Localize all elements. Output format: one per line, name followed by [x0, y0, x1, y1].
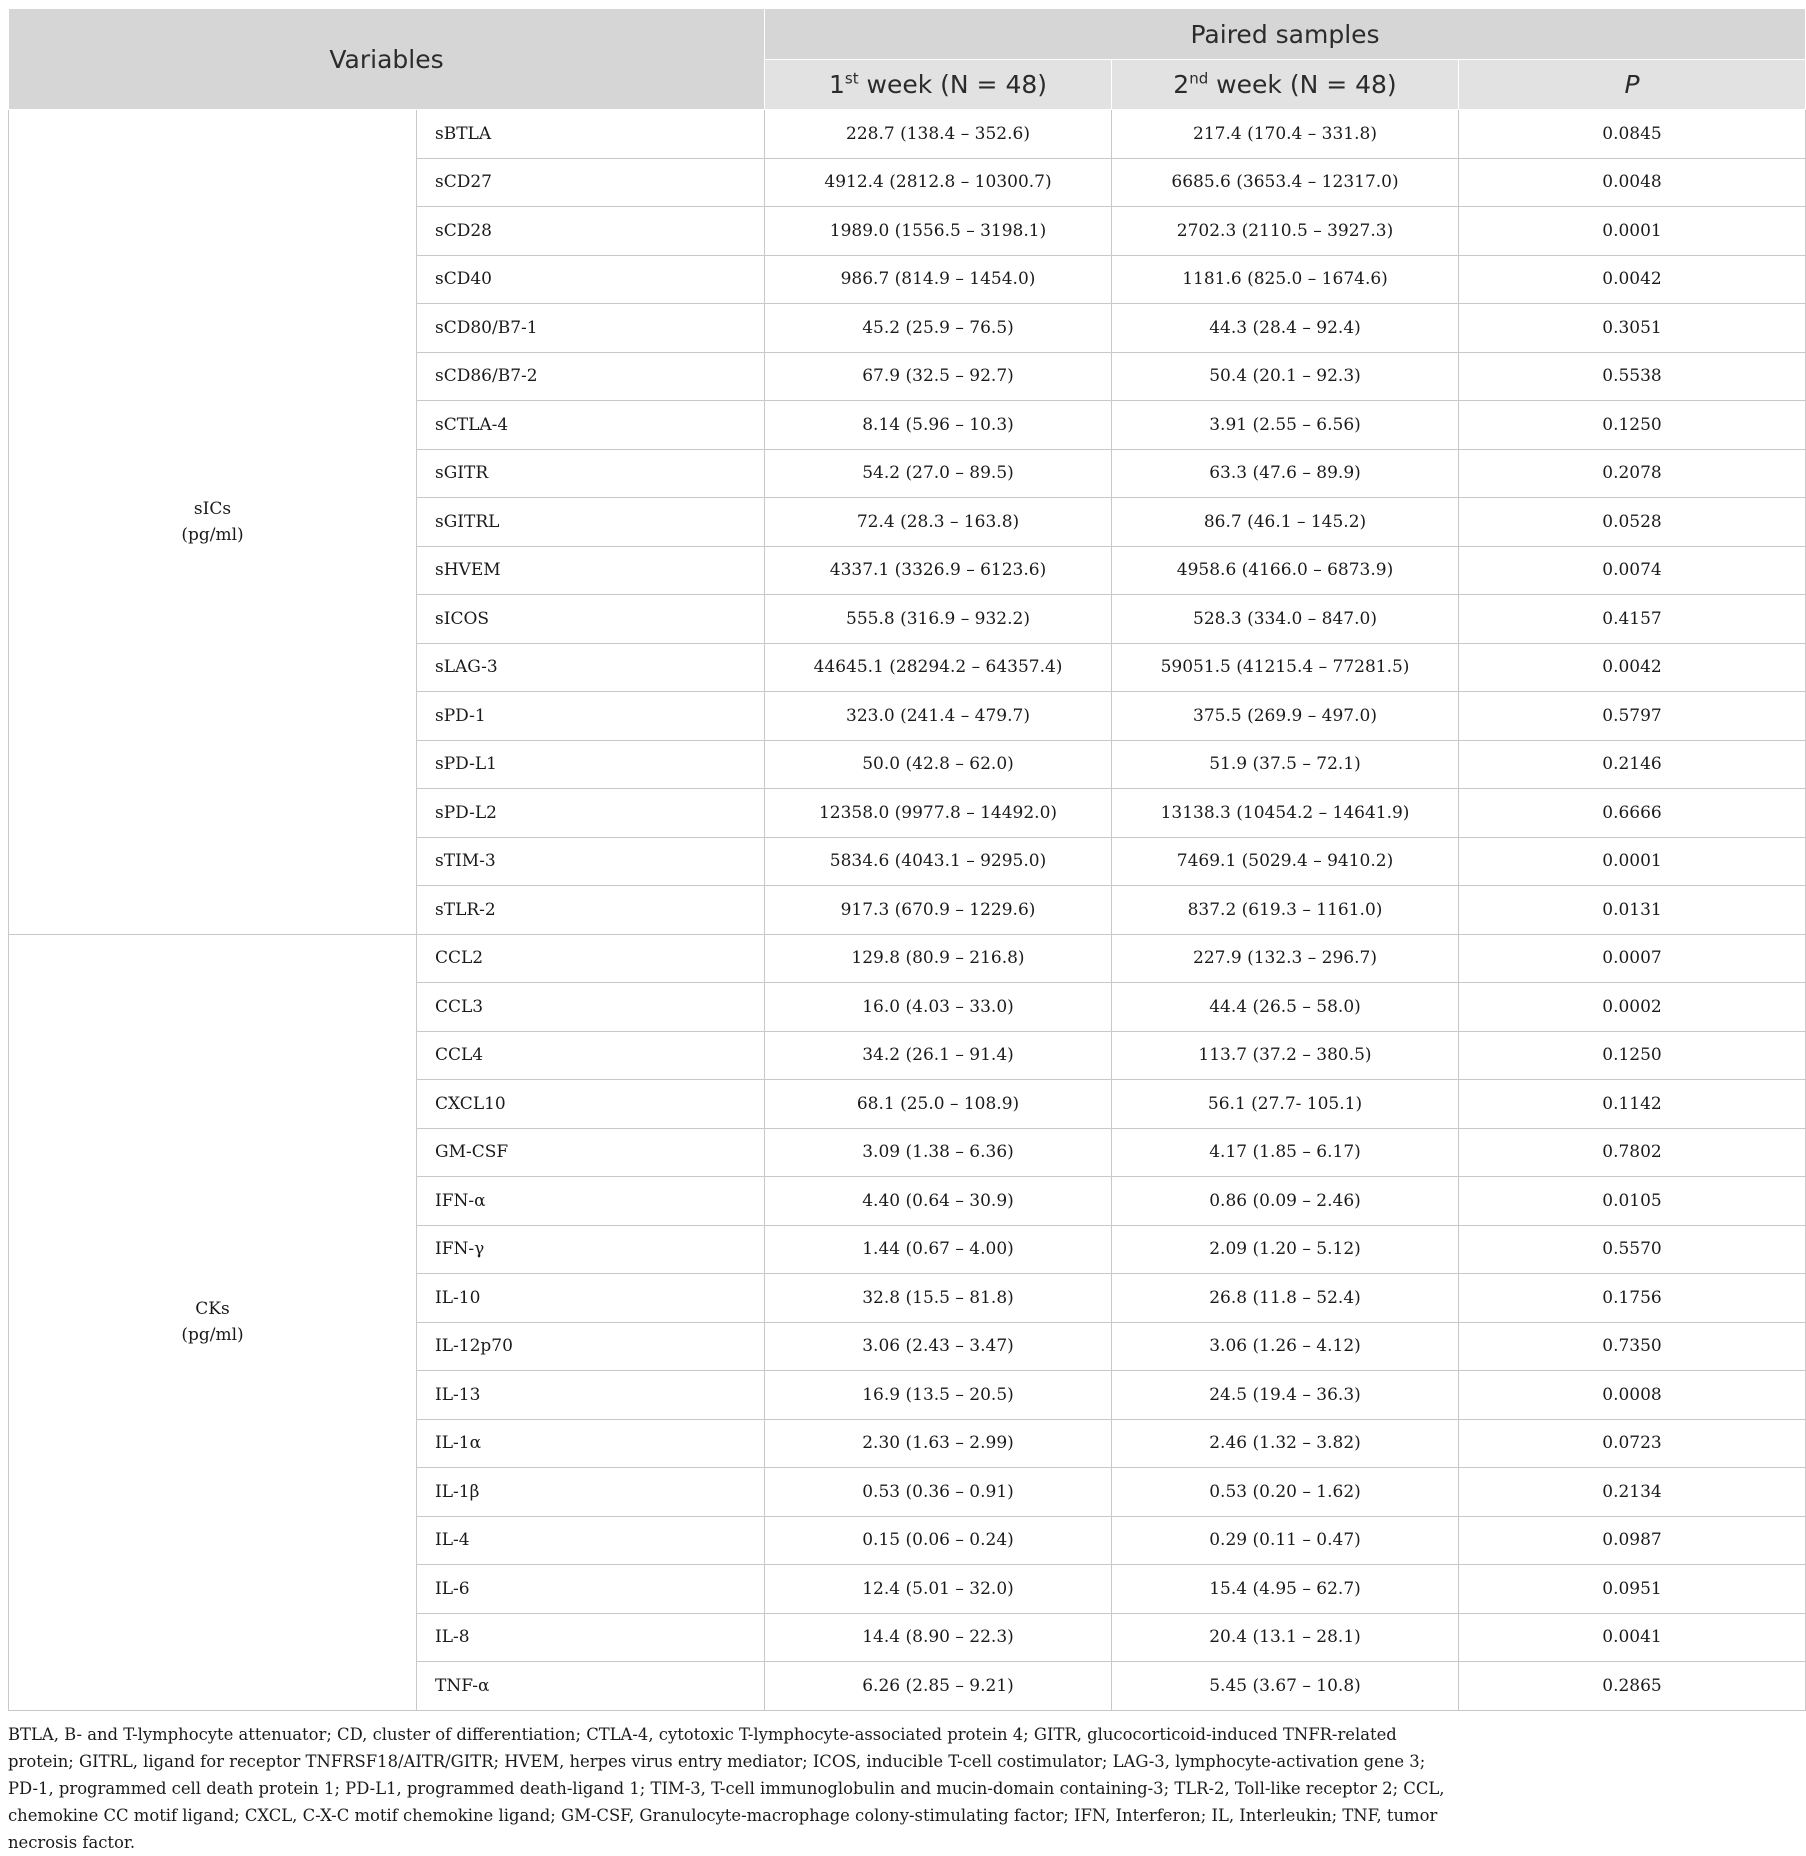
- p-value-cell: 0.1250: [1459, 401, 1806, 450]
- variable-cell: IL-4: [417, 1516, 765, 1565]
- week2-cell: 51.9 (37.5 – 72.1): [1112, 740, 1459, 789]
- p-value-cell: 0.0131: [1459, 886, 1806, 935]
- table-row: [9, 934, 1806, 983]
- week2-cell: 44.4 (26.5 – 58.0): [1112, 983, 1459, 1032]
- variable-cell: sCD27: [417, 158, 765, 207]
- week2-cell: 837.2 (619.3 – 1161.0): [1112, 886, 1459, 935]
- week1-cell: 50.0 (42.8 – 62.0): [765, 740, 1112, 789]
- variable-cell: sCD80/B7-1: [417, 304, 765, 353]
- week1-cell: 67.9 (32.5 – 92.7): [765, 352, 1112, 401]
- paired-samples-header: Paired samples: [765, 9, 1806, 60]
- week1-cell: 68.1 (25.0 – 108.9): [765, 1080, 1112, 1129]
- week1-rest: week (N = 48): [858, 70, 1048, 99]
- week2-cell: 44.3 (28.4 – 92.4): [1112, 304, 1459, 353]
- week1-cell: 4912.4 (2812.8 – 10300.7): [765, 158, 1112, 207]
- week2-num: 2: [1173, 70, 1190, 99]
- variable-cell: sICOS: [417, 595, 765, 644]
- week1-cell: 54.2 (27.0 – 89.5): [765, 449, 1112, 498]
- week2-cell: 1181.6 (825.0 – 1674.6): [1112, 255, 1459, 304]
- p-value-cell: 0.0048: [1459, 158, 1806, 207]
- variables-header: Variables: [9, 9, 765, 110]
- week2-cell: 6685.6 (3653.4 – 12317.0): [1112, 158, 1459, 207]
- week2-cell: 26.8 (11.8 – 52.4): [1112, 1274, 1459, 1323]
- week2-cell: 4958.6 (4166.0 – 6873.9): [1112, 546, 1459, 595]
- group-unit: (pg/ml): [181, 1325, 244, 1345]
- week2-cell: 86.7 (46.1 – 145.2): [1112, 498, 1459, 547]
- week2-rest: week (N = 48): [1208, 70, 1397, 99]
- p-value-cell: 0.0042: [1459, 255, 1806, 304]
- week2-cell: 7469.1 (5029.4 – 9410.2): [1112, 837, 1459, 886]
- variable-cell: sPD-L2: [417, 789, 765, 838]
- p-value-cell: 0.1250: [1459, 1031, 1806, 1080]
- week1-cell: 8.14 (5.96 – 10.3): [765, 401, 1112, 450]
- week1-cell: 72.4 (28.3 – 163.8): [765, 498, 1112, 547]
- week1-cell: 5834.6 (4043.1 – 9295.0): [765, 837, 1112, 886]
- week1-cell: 6.26 (2.85 – 9.21): [765, 1662, 1112, 1711]
- p-value-cell: 0.2134: [1459, 1468, 1806, 1517]
- week1-cell: 4.40 (0.64 – 30.9): [765, 1177, 1112, 1226]
- week2-cell: 0.86 (0.09 – 2.46): [1112, 1177, 1459, 1226]
- week1-cell: 32.8 (15.5 – 81.8): [765, 1274, 1112, 1323]
- week1-cell: 34.2 (26.1 – 91.4): [765, 1031, 1112, 1080]
- variable-cell: IL-1α: [417, 1419, 765, 1468]
- week1-cell: 16.0 (4.03 – 33.0): [765, 983, 1112, 1032]
- p-value-cell: 0.5570: [1459, 1225, 1806, 1274]
- week2-cell: 5.45 (3.67 – 10.8): [1112, 1662, 1459, 1711]
- variable-cell: sBTLA: [417, 110, 765, 159]
- week1-cell: 323.0 (241.4 – 479.7): [765, 692, 1112, 741]
- group-label: [9, 934, 417, 1710]
- week1-cell: 228.7 (138.4 – 352.6): [765, 110, 1112, 159]
- week1-sup: st: [844, 69, 859, 88]
- p-value-cell: 0.0007: [1459, 934, 1806, 983]
- table-body: [9, 110, 1806, 1711]
- week2-header: [1112, 60, 1459, 110]
- p-value-cell: 0.0074: [1459, 546, 1806, 595]
- week1-cell: 2.30 (1.63 – 2.99): [765, 1419, 1112, 1468]
- week1-cell: 12.4 (5.01 – 32.0): [765, 1565, 1112, 1614]
- p-value-cell: 0.0105: [1459, 1177, 1806, 1226]
- p-value-cell: 0.0008: [1459, 1371, 1806, 1420]
- data-table: [8, 8, 1806, 1711]
- footnote: BTLA, B- and T-lymphocyte attenuator; CD, cluster of differentiation; CTLA-4, cytotoxic T-lymphocyte-associated protein 4; GITR, glucocorticoid-induced TNFR-related protein; GITRL, ligand for receptor TNFRSF18/AITR/GITR; HVEM, herpes virus entry mediator; ICOS, inducible T-cell costimulator; LAG-3, lymphocyte-activation gene 3; PD-1, programmed cell death protein 1; PD-L1, programmed death-ligand 1; TIM-3, T-cell immunoglobulin and mucin-domain containing-3; TLR-2, Toll-like receptor 2; CCL, chemokine CC motif ligand; CXCL, C-X-C motif chemokine ligand; GM-CSF, Granulocyte-macrophage colony-stimulating factor; IFN, Interferon; IL, Interleukin; TNF, tumor necrosis factor.: [8, 1724, 1445, 1852]
- week2-cell: 113.7 (37.2 – 380.5): [1112, 1031, 1459, 1080]
- week1-cell: 4337.1 (3326.9 – 6123.6): [765, 546, 1112, 595]
- week1-cell: 44645.1 (28294.2 – 64357.4): [765, 643, 1112, 692]
- variable-cell: IFN-γ: [417, 1225, 765, 1274]
- week2-cell: 0.29 (0.11 – 0.47): [1112, 1516, 1459, 1565]
- p-value-cell: 0.0845: [1459, 110, 1806, 159]
- p-value-cell: 0.5538: [1459, 352, 1806, 401]
- week2-cell: 24.5 (19.4 – 36.3): [1112, 1371, 1459, 1420]
- group-label: [9, 110, 417, 935]
- week1-header: [765, 60, 1112, 110]
- week2-cell: 63.3 (47.6 – 89.9): [1112, 449, 1459, 498]
- p-value-cell: 0.1142: [1459, 1080, 1806, 1129]
- week1-cell: 555.8 (316.9 – 932.2): [765, 595, 1112, 644]
- variable-cell: IL-13: [417, 1371, 765, 1420]
- week2-cell: 2702.3 (2110.5 – 3927.3): [1112, 207, 1459, 256]
- p-value-cell: 0.0041: [1459, 1613, 1806, 1662]
- variable-cell: sCD28: [417, 207, 765, 256]
- week2-cell: 0.53 (0.20 – 1.62): [1112, 1468, 1459, 1517]
- variable-cell: sTIM-3: [417, 837, 765, 886]
- week2-cell: 13138.3 (10454.2 – 14641.9): [1112, 789, 1459, 838]
- week1-cell: 3.06 (2.43 – 3.47): [765, 1322, 1112, 1371]
- week2-cell: 2.46 (1.32 – 3.82): [1112, 1419, 1459, 1468]
- variable-cell: CCL4: [417, 1031, 765, 1080]
- p-value-cell: 0.2865: [1459, 1662, 1806, 1711]
- variable-cell: CCL3: [417, 983, 765, 1032]
- week1-cell: 0.15 (0.06 – 0.24): [765, 1516, 1112, 1565]
- week2-sup: nd: [1189, 69, 1209, 88]
- p-value-cell: 0.7350: [1459, 1322, 1806, 1371]
- group-name: sICs: [193, 498, 232, 519]
- variable-cell: IL-10: [417, 1274, 765, 1323]
- variable-cell: TNF-α: [417, 1662, 765, 1711]
- table-container: [8, 8, 1662, 1856]
- variable-cell: sTLR-2: [417, 886, 765, 935]
- p-value-cell: 0.0951: [1459, 1565, 1806, 1614]
- variable-cell: sPD-1: [417, 692, 765, 741]
- p-value-cell: 0.2146: [1459, 740, 1806, 789]
- variable-cell: sHVEM: [417, 546, 765, 595]
- variable-cell: IFN-α: [417, 1177, 765, 1226]
- variable-cell: CXCL10: [417, 1080, 765, 1129]
- p-value-cell: 0.7802: [1459, 1128, 1806, 1177]
- week2-cell: 217.4 (170.4 – 331.8): [1112, 110, 1459, 159]
- week2-cell: 227.9 (132.3 – 296.7): [1112, 934, 1459, 983]
- p-value-cell: 0.0001: [1459, 207, 1806, 256]
- p-value-cell: 0.0987: [1459, 1516, 1806, 1565]
- week2-cell: 3.06 (1.26 – 4.12): [1112, 1322, 1459, 1371]
- week2-cell: 528.3 (334.0 – 847.0): [1112, 595, 1459, 644]
- variable-cell: sPD-L1: [417, 740, 765, 789]
- variable-cell: IL-8: [417, 1613, 765, 1662]
- p-value-cell: 0.3051: [1459, 304, 1806, 353]
- variable-cell: CCL2: [417, 934, 765, 983]
- week1-cell: 16.9 (13.5 – 20.5): [765, 1371, 1112, 1420]
- week1-cell: 45.2 (25.9 – 76.5): [765, 304, 1112, 353]
- variable-cell: sCTLA-4: [417, 401, 765, 450]
- week1-cell: 917.3 (670.9 – 1229.6): [765, 886, 1112, 935]
- p-value-cell: 0.4157: [1459, 595, 1806, 644]
- p-value-cell: 0.0042: [1459, 643, 1806, 692]
- variable-cell: sCD40: [417, 255, 765, 304]
- variable-cell: IL-12p70: [417, 1322, 765, 1371]
- variable-cell: sGITR: [417, 449, 765, 498]
- week1-cell: 129.8 (80.9 – 216.8): [765, 934, 1112, 983]
- week1-cell: 0.53 (0.36 – 0.91): [765, 1468, 1112, 1517]
- variable-cell: sLAG-3: [417, 643, 765, 692]
- variable-cell: IL-6: [417, 1565, 765, 1614]
- table-row: [9, 110, 1806, 159]
- week2-cell: 3.91 (2.55 – 6.56): [1112, 401, 1459, 450]
- p-value-cell: 0.0528: [1459, 498, 1806, 547]
- group-name: CKs: [195, 1299, 230, 1319]
- week1-cell: 986.7 (814.9 – 1454.0): [765, 255, 1112, 304]
- week2-cell: 4.17 (1.85 – 6.17): [1112, 1128, 1459, 1177]
- week2-cell: 56.1 (27.7- 105.1): [1112, 1080, 1459, 1129]
- p-value-cell: 0.5797: [1459, 692, 1806, 741]
- week1-cell: 12358.0 (9977.8 – 14492.0): [765, 789, 1112, 838]
- table-header: [9, 9, 1806, 110]
- week1-cell: 1989.0 (1556.5 – 3198.1): [765, 207, 1112, 256]
- p-value-cell: 0.0002: [1459, 983, 1806, 1032]
- week2-cell: 59051.5 (41215.4 – 77281.5): [1112, 643, 1459, 692]
- week1-cell: 1.44 (0.67 – 4.00): [765, 1225, 1112, 1274]
- p-value-cell: 0.0723: [1459, 1419, 1806, 1468]
- week2-cell: 15.4 (4.95 – 62.7): [1112, 1565, 1459, 1614]
- p-value-cell: 0.6666: [1459, 789, 1806, 838]
- variable-cell: IL-1β: [417, 1468, 765, 1517]
- variable-cell: sCD86/B7-2: [417, 352, 765, 401]
- variable-cell: sGITRL: [417, 498, 765, 547]
- p-value-cell: 0.2078: [1459, 449, 1806, 498]
- group-unit: (pg/ml): [181, 524, 244, 545]
- week2-cell: 20.4 (13.1 – 28.1): [1112, 1613, 1459, 1662]
- p-value-header: P: [1459, 60, 1806, 110]
- week1-cell: 14.4 (8.90 – 22.3): [765, 1613, 1112, 1662]
- week2-cell: 375.5 (269.9 – 497.0): [1112, 692, 1459, 741]
- week2-cell: 50.4 (20.1 – 92.3): [1112, 352, 1459, 401]
- variable-cell: GM-CSF: [417, 1128, 765, 1177]
- week1-cell: 3.09 (1.38 – 6.36): [765, 1128, 1112, 1177]
- week2-cell: 2.09 (1.20 – 5.12): [1112, 1225, 1459, 1274]
- p-value-cell: 0.1756: [1459, 1274, 1806, 1323]
- week1-num: 1: [828, 70, 845, 99]
- p-value-cell: 0.0001: [1459, 837, 1806, 886]
